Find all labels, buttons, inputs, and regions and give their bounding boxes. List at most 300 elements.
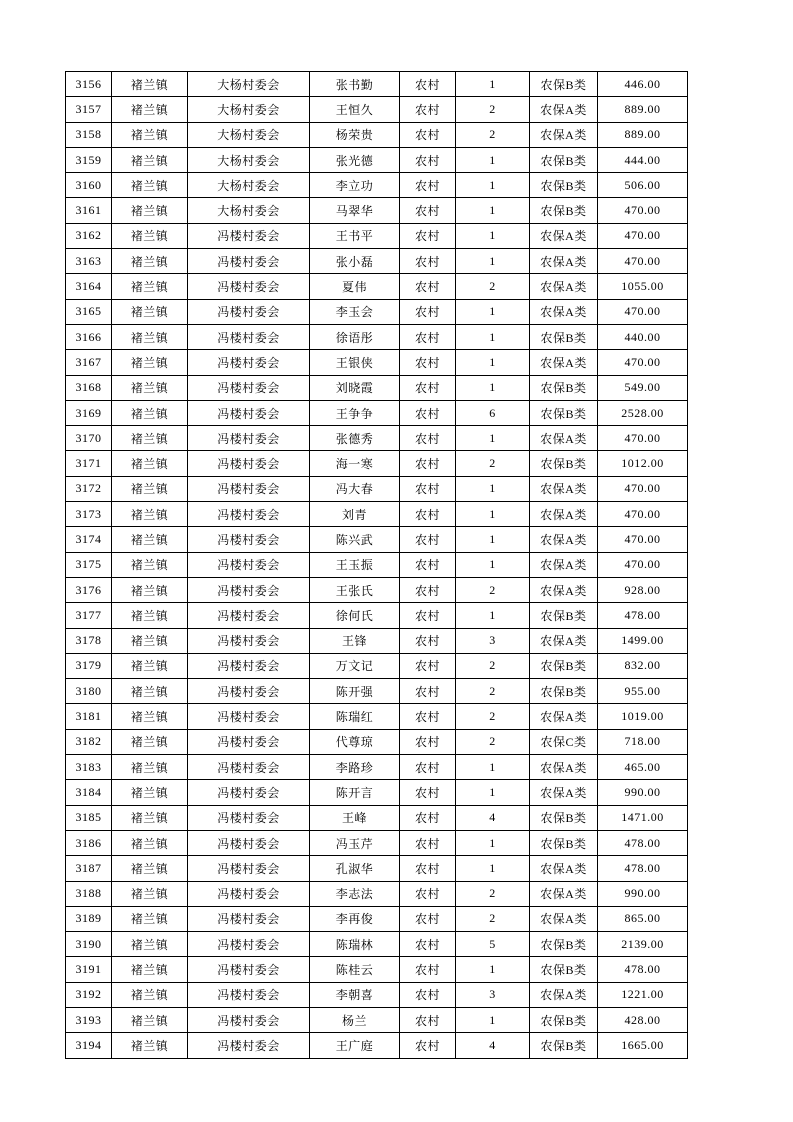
amount-cell: 832.00	[598, 653, 688, 678]
table-row	[66, 122, 688, 147]
amount-cell: 1471.00	[598, 805, 688, 830]
town-cell: 褚兰镇	[112, 223, 188, 248]
name-cell: 陈兴武	[310, 527, 400, 552]
serial-cell: 3183	[66, 755, 112, 780]
amount-cell: 889.00	[598, 122, 688, 147]
amount-cell: 865.00	[598, 906, 688, 931]
amount-cell: 718.00	[598, 729, 688, 754]
category-cell: 农保A类	[530, 780, 598, 805]
name-cell: 李再俊	[310, 906, 400, 931]
type-cell: 农村	[400, 881, 456, 906]
town-cell: 褚兰镇	[112, 72, 188, 97]
type-cell: 农村	[400, 400, 456, 425]
village-cell: 冯楼村委会	[188, 400, 310, 425]
amount-cell: 470.00	[598, 502, 688, 527]
category-cell: 农保B类	[530, 324, 598, 349]
name-cell: 刘晓霞	[310, 375, 400, 400]
amount-cell: 440.00	[598, 324, 688, 349]
town-cell: 褚兰镇	[112, 679, 188, 704]
serial-cell: 3177	[66, 603, 112, 628]
serial-cell: 3189	[66, 906, 112, 931]
village-cell: 冯楼村委会	[188, 957, 310, 982]
category-cell: 农保B类	[530, 679, 598, 704]
category-cell: 农保A类	[530, 299, 598, 324]
count-cell: 1	[456, 957, 530, 982]
category-cell: 农保A类	[530, 881, 598, 906]
name-cell: 徐何氏	[310, 603, 400, 628]
type-cell: 农村	[400, 476, 456, 501]
category-cell: 农保A类	[530, 628, 598, 653]
count-cell: 2	[456, 274, 530, 299]
town-cell: 褚兰镇	[112, 932, 188, 957]
name-cell: 王广庭	[310, 1033, 400, 1058]
name-cell: 陈开言	[310, 780, 400, 805]
category-cell: 农保A类	[530, 755, 598, 780]
village-cell: 冯楼村委会	[188, 755, 310, 780]
village-cell: 冯楼村委会	[188, 375, 310, 400]
count-cell: 1	[456, 72, 530, 97]
village-cell: 冯楼村委会	[188, 982, 310, 1007]
serial-cell: 3164	[66, 274, 112, 299]
village-cell: 冯楼村委会	[188, 350, 310, 375]
village-cell: 冯楼村委会	[188, 299, 310, 324]
name-cell: 徐语彤	[310, 324, 400, 349]
count-cell: 2	[456, 122, 530, 147]
serial-cell: 3169	[66, 400, 112, 425]
category-cell: 农保A类	[530, 704, 598, 729]
type-cell: 农村	[400, 704, 456, 729]
category-cell: 农保A类	[530, 223, 598, 248]
table-row	[66, 426, 688, 451]
table-row	[66, 1033, 688, 1058]
type-cell: 农村	[400, 223, 456, 248]
name-cell: 万文记	[310, 653, 400, 678]
category-cell: 农保B类	[530, 72, 598, 97]
village-cell: 冯楼村委会	[188, 805, 310, 830]
table-row	[66, 577, 688, 602]
serial-cell: 3175	[66, 552, 112, 577]
type-cell: 农村	[400, 780, 456, 805]
type-cell: 农村	[400, 856, 456, 881]
category-cell: 农保C类	[530, 729, 598, 754]
table-row	[66, 729, 688, 754]
table-row	[66, 147, 688, 172]
category-cell: 农保A类	[530, 122, 598, 147]
serial-cell: 3168	[66, 375, 112, 400]
count-cell: 1	[456, 299, 530, 324]
count-cell: 1	[456, 603, 530, 628]
serial-cell: 3188	[66, 881, 112, 906]
category-cell: 农保B类	[530, 957, 598, 982]
amount-cell: 506.00	[598, 173, 688, 198]
serial-cell: 3192	[66, 982, 112, 1007]
table-row	[66, 527, 688, 552]
name-cell: 陈开强	[310, 679, 400, 704]
count-cell: 2	[456, 906, 530, 931]
count-cell: 2	[456, 881, 530, 906]
serial-cell: 3185	[66, 805, 112, 830]
category-cell: 农保A类	[530, 274, 598, 299]
name-cell: 陈瑞林	[310, 932, 400, 957]
town-cell: 褚兰镇	[112, 274, 188, 299]
amount-cell: 1221.00	[598, 982, 688, 1007]
type-cell: 农村	[400, 451, 456, 476]
serial-cell: 3184	[66, 780, 112, 805]
count-cell: 1	[456, 552, 530, 577]
serial-cell: 3157	[66, 97, 112, 122]
village-cell: 冯楼村委会	[188, 1033, 310, 1058]
count-cell: 2	[456, 97, 530, 122]
type-cell: 农村	[400, 198, 456, 223]
table-row	[66, 299, 688, 324]
serial-cell: 3194	[66, 1033, 112, 1058]
table-row	[66, 375, 688, 400]
type-cell: 农村	[400, 653, 456, 678]
town-cell: 褚兰镇	[112, 704, 188, 729]
village-cell: 冯楼村委会	[188, 476, 310, 501]
amount-cell: 428.00	[598, 1007, 688, 1032]
amount-cell: 1055.00	[598, 274, 688, 299]
table-row	[66, 653, 688, 678]
village-cell: 冯楼村委会	[188, 552, 310, 577]
name-cell: 刘青	[310, 502, 400, 527]
village-cell: 冯楼村委会	[188, 653, 310, 678]
table-row	[66, 603, 688, 628]
type-cell: 农村	[400, 957, 456, 982]
village-cell: 冯楼村委会	[188, 1007, 310, 1032]
amount-cell: 990.00	[598, 881, 688, 906]
village-cell: 大杨村委会	[188, 122, 310, 147]
type-cell: 农村	[400, 577, 456, 602]
village-cell: 大杨村委会	[188, 147, 310, 172]
type-cell: 农村	[400, 324, 456, 349]
town-cell: 褚兰镇	[112, 780, 188, 805]
type-cell: 农村	[400, 375, 456, 400]
name-cell: 孔淑华	[310, 856, 400, 881]
village-cell: 冯楼村委会	[188, 426, 310, 451]
name-cell: 陈瑞红	[310, 704, 400, 729]
category-cell: 农保B类	[530, 603, 598, 628]
amount-cell: 1499.00	[598, 628, 688, 653]
village-cell: 冯楼村委会	[188, 502, 310, 527]
type-cell: 农村	[400, 906, 456, 931]
table-row	[66, 198, 688, 223]
type-cell: 农村	[400, 603, 456, 628]
serial-cell: 3181	[66, 704, 112, 729]
table-row	[66, 881, 688, 906]
village-cell: 大杨村委会	[188, 173, 310, 198]
town-cell: 褚兰镇	[112, 1007, 188, 1032]
count-cell: 1	[456, 375, 530, 400]
category-cell: 农保B类	[530, 805, 598, 830]
table-row	[66, 324, 688, 349]
table-row	[66, 957, 688, 982]
town-cell: 褚兰镇	[112, 400, 188, 425]
type-cell: 农村	[400, 426, 456, 451]
amount-cell: 470.00	[598, 299, 688, 324]
table-row	[66, 755, 688, 780]
category-cell: 农保B类	[530, 198, 598, 223]
village-cell: 冯楼村委会	[188, 856, 310, 881]
town-cell: 褚兰镇	[112, 299, 188, 324]
serial-cell: 3176	[66, 577, 112, 602]
town-cell: 褚兰镇	[112, 830, 188, 855]
type-cell: 农村	[400, 527, 456, 552]
category-cell: 农保B类	[530, 375, 598, 400]
table-row	[66, 856, 688, 881]
serial-cell: 3166	[66, 324, 112, 349]
type-cell: 农村	[400, 97, 456, 122]
count-cell: 2	[456, 729, 530, 754]
amount-cell: 446.00	[598, 72, 688, 97]
town-cell: 褚兰镇	[112, 653, 188, 678]
serial-cell: 3193	[66, 1007, 112, 1032]
category-cell: 农保A类	[530, 350, 598, 375]
table-row	[66, 830, 688, 855]
category-cell: 农保A类	[530, 476, 598, 501]
count-cell: 3	[456, 628, 530, 653]
table-row	[66, 805, 688, 830]
count-cell: 1	[456, 856, 530, 881]
village-cell: 冯楼村委会	[188, 780, 310, 805]
serial-cell: 3186	[66, 830, 112, 855]
type-cell: 农村	[400, 628, 456, 653]
type-cell: 农村	[400, 502, 456, 527]
village-cell: 冯楼村委会	[188, 451, 310, 476]
table-row	[66, 1007, 688, 1032]
type-cell: 农村	[400, 679, 456, 704]
village-cell: 冯楼村委会	[188, 906, 310, 931]
type-cell: 农村	[400, 350, 456, 375]
amount-cell: 470.00	[598, 527, 688, 552]
category-cell: 农保A类	[530, 527, 598, 552]
table-row	[66, 97, 688, 122]
count-cell: 1	[456, 426, 530, 451]
serial-cell: 3165	[66, 299, 112, 324]
type-cell: 农村	[400, 932, 456, 957]
town-cell: 褚兰镇	[112, 527, 188, 552]
serial-cell: 3160	[66, 173, 112, 198]
table-row	[66, 350, 688, 375]
type-cell: 农村	[400, 1033, 456, 1058]
town-cell: 褚兰镇	[112, 957, 188, 982]
category-cell: 农保A类	[530, 502, 598, 527]
category-cell: 农保A类	[530, 249, 598, 274]
name-cell: 王峰	[310, 805, 400, 830]
town-cell: 褚兰镇	[112, 147, 188, 172]
amount-cell: 465.00	[598, 755, 688, 780]
village-cell: 大杨村委会	[188, 198, 310, 223]
town-cell: 褚兰镇	[112, 350, 188, 375]
town-cell: 褚兰镇	[112, 97, 188, 122]
village-cell: 大杨村委会	[188, 72, 310, 97]
name-cell: 王银侠	[310, 350, 400, 375]
count-cell: 1	[456, 502, 530, 527]
town-cell: 褚兰镇	[112, 122, 188, 147]
category-cell: 农保A类	[530, 97, 598, 122]
count-cell: 1	[456, 350, 530, 375]
village-cell: 冯楼村委会	[188, 274, 310, 299]
town-cell: 褚兰镇	[112, 198, 188, 223]
type-cell: 农村	[400, 122, 456, 147]
type-cell: 农村	[400, 249, 456, 274]
name-cell: 李路珍	[310, 755, 400, 780]
type-cell: 农村	[400, 982, 456, 1007]
amount-cell: 1019.00	[598, 704, 688, 729]
amount-cell: 2528.00	[598, 400, 688, 425]
village-cell: 冯楼村委会	[188, 603, 310, 628]
village-cell: 冯楼村委会	[188, 527, 310, 552]
count-cell: 1	[456, 1007, 530, 1032]
name-cell: 王书平	[310, 223, 400, 248]
type-cell: 农村	[400, 729, 456, 754]
type-cell: 农村	[400, 830, 456, 855]
category-cell: 农保B类	[530, 830, 598, 855]
town-cell: 褚兰镇	[112, 476, 188, 501]
name-cell: 王张氏	[310, 577, 400, 602]
town-cell: 褚兰镇	[112, 577, 188, 602]
table-row	[66, 451, 688, 476]
name-cell: 张德秀	[310, 426, 400, 451]
village-cell: 冯楼村委会	[188, 223, 310, 248]
count-cell: 6	[456, 400, 530, 425]
count-cell: 2	[456, 653, 530, 678]
amount-cell: 470.00	[598, 249, 688, 274]
town-cell: 褚兰镇	[112, 729, 188, 754]
town-cell: 褚兰镇	[112, 375, 188, 400]
serial-cell: 3182	[66, 729, 112, 754]
serial-cell: 3159	[66, 147, 112, 172]
town-cell: 褚兰镇	[112, 982, 188, 1007]
name-cell: 杨兰	[310, 1007, 400, 1032]
town-cell: 褚兰镇	[112, 628, 188, 653]
table-row	[66, 679, 688, 704]
type-cell: 农村	[400, 274, 456, 299]
amount-cell: 470.00	[598, 552, 688, 577]
town-cell: 褚兰镇	[112, 603, 188, 628]
name-cell: 李立功	[310, 173, 400, 198]
type-cell: 农村	[400, 805, 456, 830]
town-cell: 褚兰镇	[112, 805, 188, 830]
category-cell: 农保A类	[530, 552, 598, 577]
amount-cell: 2139.00	[598, 932, 688, 957]
name-cell: 王锋	[310, 628, 400, 653]
amount-cell: 889.00	[598, 97, 688, 122]
village-cell: 冯楼村委会	[188, 881, 310, 906]
name-cell: 张书勤	[310, 72, 400, 97]
serial-cell: 3172	[66, 476, 112, 501]
name-cell: 陈桂云	[310, 957, 400, 982]
serial-cell: 3163	[66, 249, 112, 274]
category-cell: 农保A类	[530, 906, 598, 931]
amount-cell: 990.00	[598, 780, 688, 805]
village-cell: 冯楼村委会	[188, 249, 310, 274]
town-cell: 褚兰镇	[112, 426, 188, 451]
count-cell: 2	[456, 577, 530, 602]
table-row	[66, 552, 688, 577]
amount-cell: 478.00	[598, 856, 688, 881]
town-cell: 褚兰镇	[112, 249, 188, 274]
type-cell: 农村	[400, 552, 456, 577]
amount-cell: 470.00	[598, 350, 688, 375]
serial-cell: 3190	[66, 932, 112, 957]
category-cell: 农保B类	[530, 173, 598, 198]
category-cell: 农保B类	[530, 1007, 598, 1032]
serial-cell: 3158	[66, 122, 112, 147]
name-cell: 冯玉芹	[310, 830, 400, 855]
table-row	[66, 400, 688, 425]
type-cell: 农村	[400, 1007, 456, 1032]
count-cell: 1	[456, 324, 530, 349]
count-cell: 1	[456, 173, 530, 198]
amount-cell: 470.00	[598, 223, 688, 248]
town-cell: 褚兰镇	[112, 1033, 188, 1058]
table-row	[66, 274, 688, 299]
name-cell: 李朝喜	[310, 982, 400, 1007]
category-cell: 农保B类	[530, 147, 598, 172]
town-cell: 褚兰镇	[112, 856, 188, 881]
count-cell: 1	[456, 198, 530, 223]
table-row	[66, 704, 688, 729]
count-cell: 1	[456, 830, 530, 855]
village-cell: 冯楼村委会	[188, 729, 310, 754]
serial-cell: 3167	[66, 350, 112, 375]
serial-cell: 3161	[66, 198, 112, 223]
table-row	[66, 72, 688, 97]
category-cell: 农保A类	[530, 577, 598, 602]
amount-cell: 470.00	[598, 476, 688, 501]
name-cell: 代尊琼	[310, 729, 400, 754]
town-cell: 褚兰镇	[112, 881, 188, 906]
village-cell: 冯楼村委会	[188, 704, 310, 729]
village-cell: 冯楼村委会	[188, 324, 310, 349]
amount-cell: 478.00	[598, 603, 688, 628]
name-cell: 冯大春	[310, 476, 400, 501]
category-cell: 农保B类	[530, 653, 598, 678]
village-cell: 大杨村委会	[188, 97, 310, 122]
amount-cell: 928.00	[598, 577, 688, 602]
village-cell: 冯楼村委会	[188, 932, 310, 957]
village-cell: 冯楼村委会	[188, 679, 310, 704]
name-cell: 杨荣贵	[310, 122, 400, 147]
count-cell: 1	[456, 476, 530, 501]
table-row	[66, 628, 688, 653]
name-cell: 王争争	[310, 400, 400, 425]
type-cell: 农村	[400, 173, 456, 198]
name-cell: 王恒久	[310, 97, 400, 122]
type-cell: 农村	[400, 72, 456, 97]
category-cell: 农保B类	[530, 400, 598, 425]
serial-cell: 3171	[66, 451, 112, 476]
type-cell: 农村	[400, 147, 456, 172]
subsidy-roster-table	[65, 71, 688, 1059]
village-cell: 冯楼村委会	[188, 577, 310, 602]
count-cell: 2	[456, 679, 530, 704]
serial-cell: 3170	[66, 426, 112, 451]
count-cell: 4	[456, 805, 530, 830]
serial-cell: 3180	[66, 679, 112, 704]
category-cell: 农保B类	[530, 451, 598, 476]
table-row	[66, 249, 688, 274]
table-row	[66, 932, 688, 957]
town-cell: 褚兰镇	[112, 906, 188, 931]
table-row	[66, 982, 688, 1007]
serial-cell: 3173	[66, 502, 112, 527]
roster-table-body	[66, 72, 688, 1059]
serial-cell: 3187	[66, 856, 112, 881]
serial-cell: 3179	[66, 653, 112, 678]
amount-cell: 444.00	[598, 147, 688, 172]
